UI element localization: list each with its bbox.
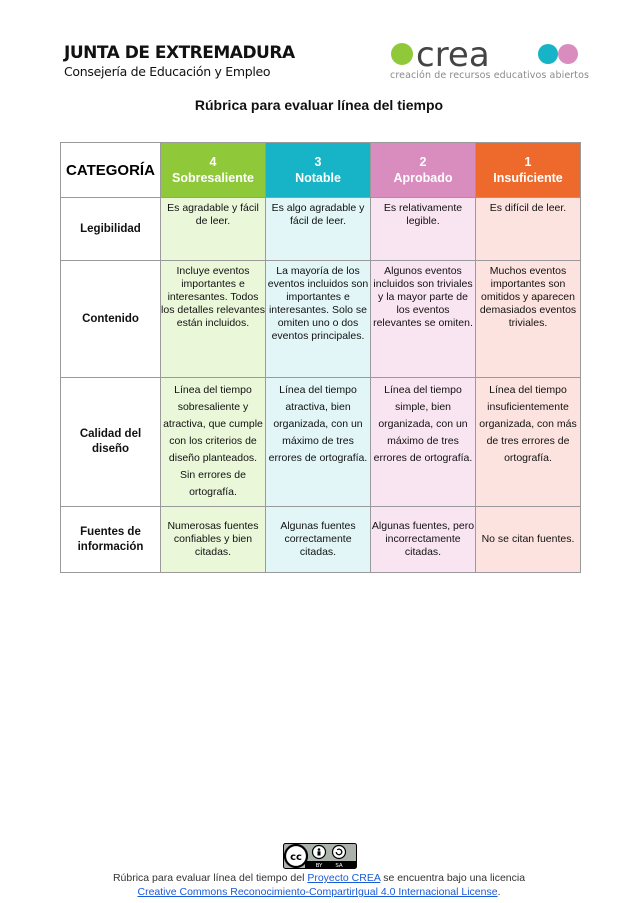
sa-label: SA bbox=[335, 863, 343, 869]
cell-aprobado: Línea del tiempo simple, bien organizada, con un máximo de tres errores de ortografía. bbox=[371, 378, 476, 507]
row-category: Fuentes de información bbox=[61, 507, 161, 573]
header-aprobado bbox=[371, 143, 476, 198]
svg-text:cc: cc bbox=[290, 852, 302, 863]
cell-notable: Es algo agradable y fácil de leer. bbox=[266, 198, 371, 261]
footer-text-middle: se encuentra bajo una licencia bbox=[380, 872, 526, 884]
header-1-label: Insuficiente bbox=[493, 171, 563, 185]
header-notable bbox=[266, 143, 371, 198]
cc-by-sa-badge[interactable] bbox=[283, 843, 357, 869]
table-row bbox=[61, 507, 581, 573]
cell-notable: Algunas fuentes correctamente citadas. bbox=[266, 507, 371, 573]
table-row bbox=[61, 261, 581, 378]
table-row bbox=[61, 198, 581, 261]
cell-sobresaliente: Numerosas fuentes confiables y bien citadas. bbox=[161, 507, 266, 573]
header-3-label: Notable bbox=[295, 171, 341, 185]
junta-logo-text: JUNTA DE EXTREMADURA bbox=[64, 43, 295, 63]
cell-notable: Línea del tiempo atractiva, bien organizada, con un máximo de tres errores de ortografía. bbox=[266, 378, 371, 507]
page-header bbox=[0, 0, 638, 95]
crea-pink-dot-icon bbox=[558, 44, 578, 64]
rubric-header-row bbox=[61, 143, 581, 198]
by-label: BY bbox=[315, 863, 323, 869]
cell-sobresaliente: Línea del tiempo sobresaliente y atractiva, que cumple con los criterios de diseño planteados. Sin errores de ortografía. bbox=[161, 378, 266, 507]
proyecto-crea-link[interactable]: Proyecto CREA bbox=[307, 872, 381, 884]
header-4-num: 4 bbox=[209, 155, 217, 169]
crea-wordmark: crea bbox=[416, 38, 490, 75]
crea-cyan-dot-icon bbox=[538, 44, 558, 64]
header-insuficiente bbox=[476, 143, 581, 198]
footer-text-after: . bbox=[497, 886, 501, 898]
cell-sobresaliente: Es agradable y fácil de leer. bbox=[161, 198, 266, 261]
footer-text-before: Rúbrica para evaluar línea del tiempo del bbox=[112, 872, 308, 884]
sa-share-icon bbox=[333, 846, 346, 859]
crea-green-dot-icon bbox=[391, 43, 413, 65]
header-2-label: Aprobado bbox=[393, 171, 453, 185]
header-1-num: 1 bbox=[524, 155, 532, 169]
cell-aprobado: Algunos eventos incluidos son triviales y la mayor parte de los eventos relevantes se omiten. bbox=[371, 261, 476, 378]
table-row bbox=[61, 378, 581, 507]
cell-notable: La mayoría de los eventos incluidos son importantes e interesantes. Solo se omiten uno o dos eventos principales. bbox=[266, 261, 371, 378]
row-category: Legibilidad bbox=[61, 198, 161, 261]
crea-subtitle: creación de recursos educativos abiertos bbox=[390, 70, 590, 81]
cell-insuficiente: Muchos eventos importantes son omitidos y aparecen demasiados eventos triviales. bbox=[476, 261, 581, 378]
cell-aprobado: Algunas fuentes, pero incorrectamente citadas. bbox=[371, 507, 476, 573]
header-sobresaliente bbox=[161, 143, 266, 198]
cell-aprobado: Es relativamente legible. bbox=[371, 198, 476, 261]
consejeria-text: Consejería de Educación y Empleo bbox=[64, 64, 271, 79]
cell-insuficiente: Línea del tiempo insuficientemente organizada, con más de tres errores de ortografía. bbox=[476, 378, 581, 507]
rubric-table bbox=[60, 142, 581, 573]
header-4-label: Sobresaliente bbox=[172, 171, 254, 185]
cell-insuficiente: Es difícil de leer. bbox=[476, 198, 581, 261]
license-link[interactable]: Creative Commons Reconocimiento-CompartirIgual 4.0 Internacional License bbox=[137, 886, 498, 898]
header-2-num: 2 bbox=[419, 155, 427, 169]
license-footer bbox=[0, 871, 638, 899]
header-3-num: 3 bbox=[314, 155, 322, 169]
cell-insuficiente: No se citan fuentes. bbox=[476, 507, 581, 573]
header-category: CATEGORÍA bbox=[61, 143, 161, 198]
cell-sobresaliente: Incluye eventos importantes e interesantes. Todos los detalles relevantes están incluidos. bbox=[161, 261, 266, 378]
row-category: Contenido bbox=[61, 261, 161, 378]
row-category: Calidad del diseño bbox=[61, 378, 161, 507]
page-title: Rúbrica para evaluar línea del tiempo bbox=[194, 97, 444, 113]
